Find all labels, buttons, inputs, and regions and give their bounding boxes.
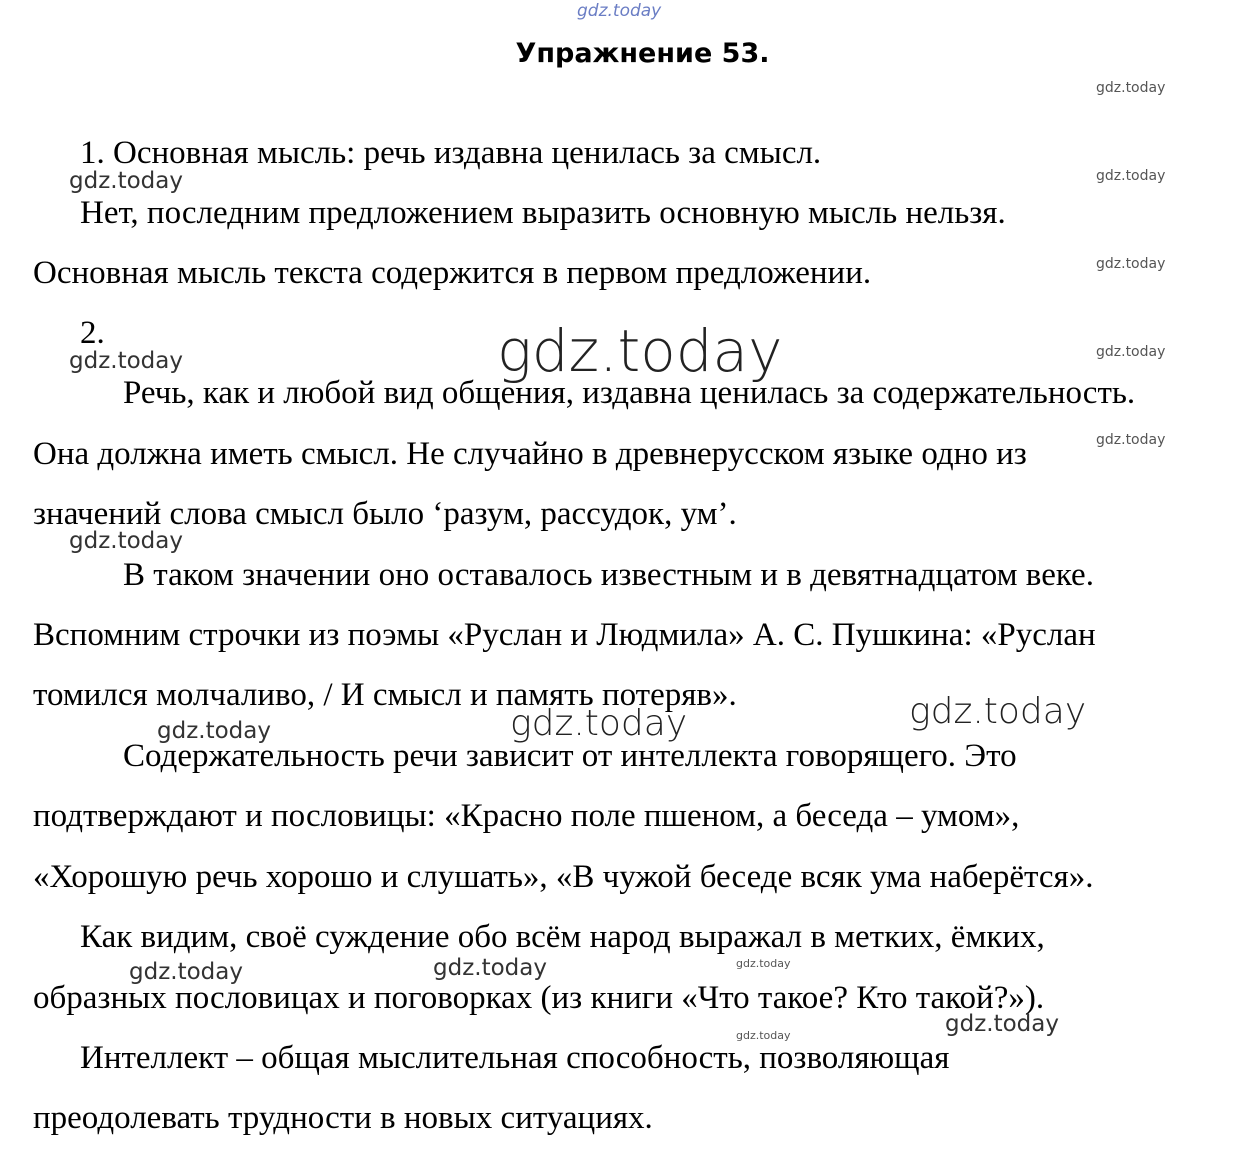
text-line: 2. (80, 315, 105, 351)
watermark: gdz.today (69, 168, 183, 194)
text-line: преодолевать трудности в новых ситуациях. (33, 1100, 653, 1136)
watermark: gdz.today (157, 718, 271, 744)
watermark: gdz.today (909, 691, 1087, 732)
watermark: gdz.today (736, 957, 791, 970)
text-line: подтверждают и пословицы: «Красно поле пшеном, а беседа – умом», (33, 798, 1020, 834)
watermark: gdz.today (1096, 168, 1166, 184)
watermark: gdz.today (1096, 432, 1166, 448)
text-line: Содержательность речи зависит от интеллекта говорящего. Это (123, 738, 1017, 774)
watermark: gdz.today (510, 703, 688, 744)
text-line: значений слова смысл было ‘разум, рассудок, ум’. (33, 496, 737, 532)
text-line: Она должна иметь смысл. Не случайно в древнерусском языке одно из (33, 436, 1027, 472)
text-line: 1. Основная мысль: речь издавна ценилась за смысл. (80, 135, 822, 171)
watermark: gdz.today (945, 1011, 1059, 1037)
text-line: «Хорошую речь хорошо и слушать», «В чужой беседе всяк ума наберётся». (33, 859, 1094, 895)
watermark: gdz.today (1096, 80, 1166, 96)
watermark: gdz.today (577, 1, 662, 21)
text-line: томился молчаливо, / И смысл и память потеряв». (33, 677, 737, 713)
text-line: Интеллект – общая мыслительная способность, позволяющая (80, 1040, 950, 1076)
watermark: gdz.today (69, 528, 183, 554)
watermark: gdz.today (129, 959, 243, 985)
text-line: Речь, как и любой вид общения, издавна ценилась за содержательность. (123, 375, 1136, 411)
text-line: Нет, последним предложением выразить основную мысль нельзя. (80, 195, 1006, 231)
watermark: gdz.today (497, 317, 783, 385)
watermark: gdz.today (69, 348, 183, 374)
text-line: Основная мысль текста содержится в первом предложении. (33, 255, 872, 291)
text-line: Как видим, своё суждение обо всём народ выражал в метких, ёмких, (80, 919, 1045, 955)
text-line: В таком значении оно оставалось известным и в девятнадцатом веке. (123, 557, 1094, 593)
watermark: gdz.today (1096, 256, 1166, 272)
text-line: Вспомним строчки из поэмы «Руслан и Людмила» А. С. Пушкина: «Руслан (33, 617, 1096, 653)
watermark: gdz.today (1096, 344, 1166, 360)
text-line: образных пословицах и поговорках (из книги «Что такое? Кто такой?»). (33, 980, 1045, 1016)
watermark: gdz.today (736, 1029, 791, 1042)
watermark: gdz.today (433, 955, 547, 981)
exercise-title: Упражнение 53. (515, 38, 770, 69)
